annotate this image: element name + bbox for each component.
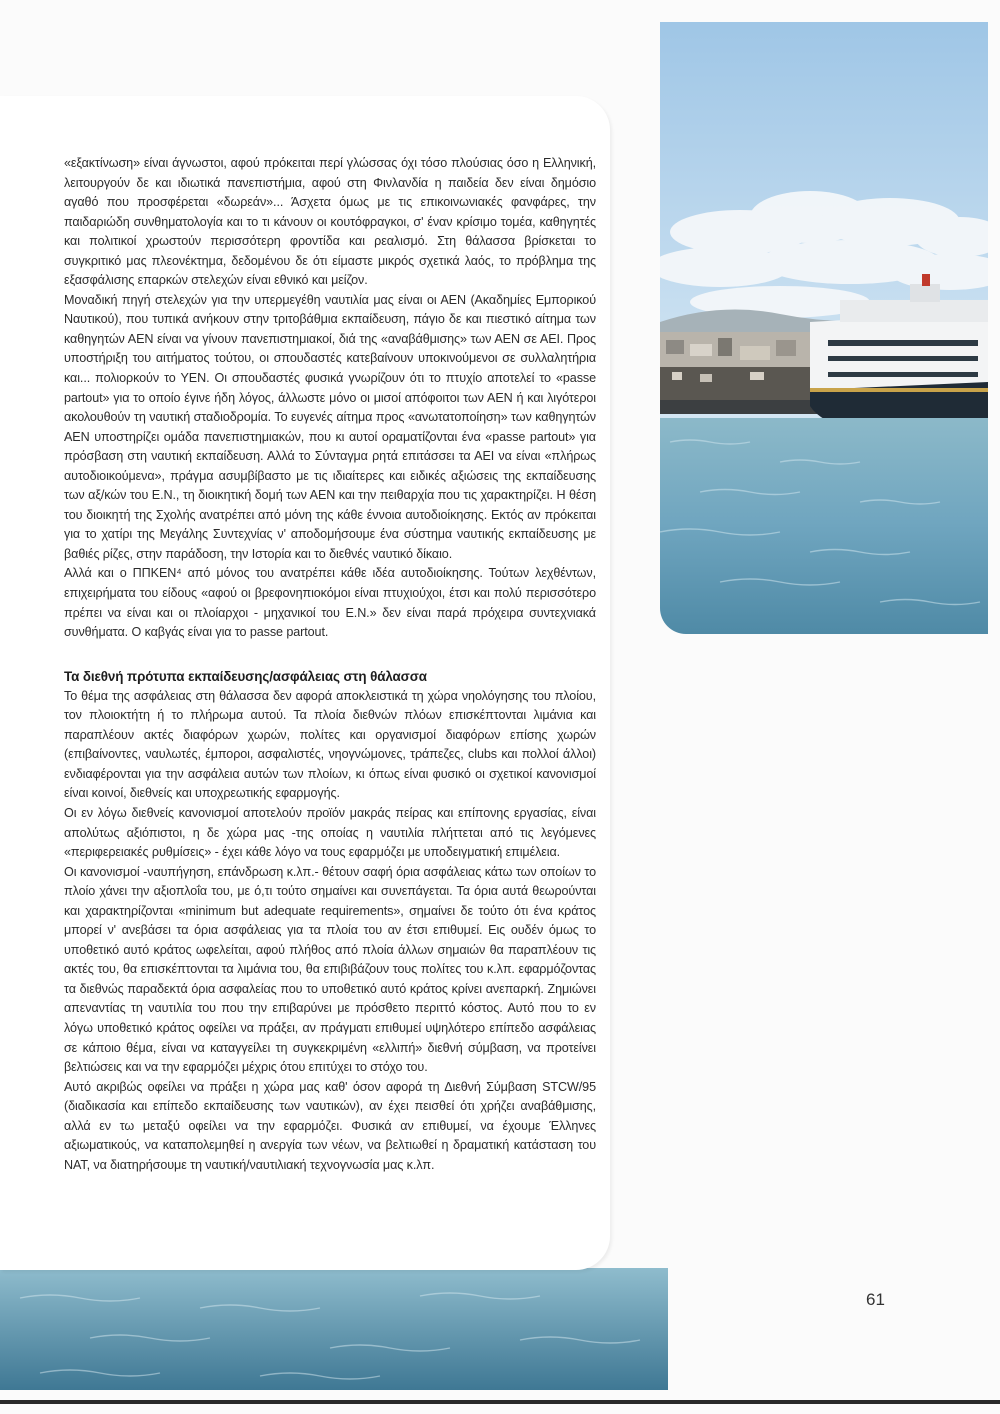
sea-strip-image: [0, 1268, 668, 1390]
article-paragraph: Μοναδική πηγή στελεχών για την υπερμεγέθη ναυτιλία μας είναι οι ΑΕΝ (Ακαδημίες Εμπορικού Ναυτικού), που τυπικά ανήκουν στην τριτοβάθμια εκπαίδευση, πάγιο δε και πιεστικό αίτημα των καθηγητών ΑΕΝ είναι να γίνουν πανεπιστημιακοί, διά της «αναβάθμισης» των ΑΕΝ σε ΑΕΙ. Προς υποστήριξη του αιτήματος τούτου, οι σπουδαστές κατεβαίνουν υποκινούμενοι σε συλλαλητήρια και... πολιορκούν το ΥΕΝ. Οι σπουδαστές φυσικά γνωρίζουν ότι το πτυχίο αποτελεί το «passe partout» για το οποίο έγινε ήδη λόγος, άλλωστε μόνο οι μισοί απόφοιτοι των ΑΕΝ ή και λιγότεροι ακολουθούν τη ναυτική σταδιοδρομία. Το ευγενές αίτημα προς «ανωτατοποίηση» των καθηγητών ΑΕΝ υποστηρίζει ομάδα πανεπιστημιακών, που κι αυτοί οραματίζονται ένα «passe partout» για πρόσβαση στη ναυτική εκπαίδευση. Αλλά το Σύνταγμα ρητά επιτάσσει τα ΑΕΙ να είναι «πλήρως αυτοδιοικούμενα», πράγμα ασυμβίβαστο με τις ιδιαίτερες και ειδικές αξιώσεις της εκπαίδευσης των αξ/κών του Ε.Ν., τη διοικητική δομή των ΑΕΝ και την πειθαρχία που τις χαρακτηρίζει. Η θέση του διοικητή της Σχολής ανατρέπει από μόνη της κάθε έννοια αυτοδιοίκησης. Εκτός αν πρόκειται για το χατίρι της Μεγάλης Συντεχνίας ν' αποδομήσουμε ένα σύστημα ναυτικής εκπαίδευσης με βαθιές ρίζες, στην παράδοση, την Ιστορία και το διεθνές ναυτικό δίκαιο.: [64, 292, 596, 561]
article-body: [64, 154, 596, 1175]
page-number: 61: [866, 1290, 885, 1309]
bottom-rule: [0, 1400, 1000, 1404]
section-heading: Τα διεθνή πρότυπα εκπαίδευσης/ασφάλειας στη θάλασσα: [64, 668, 427, 684]
article-paragraph: «εξακτίνωση» είναι άγνωστοι, αφού πρόκειται περί γλώσσας όχι τόσο πλούσιας όσο η Ελληνική, λειτουργούν δε και ιδιωτικά πανεπιστήμια, αφού στη Φινλανδία η παιδεία δεν είναι δημόσιο αγαθό που προσφέρεται «δωρεάν»... Άσχετα όμως με τις επικοινωνιακές φανφάρες, την παιδαριώδη συνθηματολογία και το τι κάνουν οι κουτόφραγκοι, σ' έναν κρίσιμο τομέα, καθηγητές και πολιτικοί χρωστούν περισσότερη φροντίδα και ρεαλισμό. Στη θάλασσα βρίσκεται το συγκριτικό μας πλεονέκτημα, δεδομένου δε ότι είμαστε μικρός σχετικά λαός, το πρόβλημα της εξασφάλισης επαρκών στελεχών είναι εθνικό και μείζον.: [64, 156, 596, 288]
article-paragraph: Αλλά και ο ΠΠΚΕΝ⁴ από μόνος του ανατρέπει κάθε ιδέα αυτοδιοίκησης. Τούτων λεχθέντων, επιχειρήματα του είδους «αφού οι βρεφονηπιοκόμοι είναι πτυχιούχοι, έτσι και πολύ περισσότερο πρέπει να είναι και οι πλοίαρχοι - μηχανικοί του Ε.Ν.» δεν είναι παρά πρόχειρα συντεχνιακά συνθήματα. Ο καβγάς είναι για το passe partout.: [64, 566, 596, 640]
section-paragraph: Αυτό ακριβώς οφείλει να πράξει η χώρα μας καθ' όσον αφορά τη Διεθνή Σύμβαση STCW/95 (διαδικασία και επίπεδο εκπαίδευσης των ναυτικών), αν έχει πεισθεί ότι χρήζει αναβάθμισης, αλλά εν τω μεταξύ οφείλει να την εφαρμόζει. Φυσικά αν επιθυμεί, να έχουμε Έλληνες αξιωματικούς, να καταπολεμηθεί η ανεργία των νέων, να βελτιωθεί η δραματική κατάσταση του ΝΑΤ, να διατηρήσουμε τη ναυτική/ναυτιλιακή τεχνογνωσία μας κ.λπ.: [64, 1079, 596, 1172]
section-paragraph: Οι εν λόγω διεθνείς κανονισμοί αποτελούν προϊόν μακράς πείρας και επίπονης εργασίας, είναι απολύτως αξιόπιστοι, η δε χώρα μας -της οποίας η ναυτιλία πλήττεται από τις λεγόμενες «περιφερειακές ρυθμίσεις» - έχει κάθε λόγο να τους εφαρμόζει με υποδειγματική επιμέλεια.: [64, 805, 596, 860]
harbor-ship-photo: [660, 22, 988, 634]
section-paragraph: Οι κανονισμοί -ναυπήγηση, επάνδρωση κ.λπ.- θέτουν σαφή όρια ασφάλειας κάτω των οποίων το πλοίο χάνει την αξιοπλοΐα του, με ό,τι τούτο σημαίνει και συνεπάγεται. Τα όρια αυτά θεωρούνται και χαρακτηρίζονται «minimum but adequate requirements», σημαίνει δε τούτο ότι ένα κράτος μπορεί ν' ανεβάσει τα όρια ασφάλειας για τα πλοία του αν έτσι επιθυμεί. Εις ουδέν όμως το υποθετικό αυτό κράτος ωφελείται, αφού πλήθος από πλοία άλλων σημαιών θα παραπλέουν τις ακτές του, θα επισκέπτονται τα λιμάνια του, θα επιβιβάζουν τους πολίτες του κ.λπ. εφαρμόζοντας τα διεθνώς παραδεκτά όρια ασφαλείας που το υποθετικό αυτό κράτος κρίνει ανεπαρκή. Ζημιώνει απεναντίας τη ναυτιλία του που την επιβαρύνει με πρόσθετο περιττό κόστος. Αυτό που το εν λόγω υποθετικό κράτος οφείλει να πράξει, αν πράγματι επιθυμεί υψηλότερο επίπεδο ασφάλειας σε κάποιο θέμα, είναι να καταγγείλει τη συγκεκριμένη «ελλιπή» διεθνή σύμβαση, να προτείνει βελτιώσεις και να την εφαρμόζει μέχρις ότου επιτύχει το στόχο του.: [64, 864, 596, 1075]
section-paragraph: Το θέμα της ασφάλειας στη θάλασσα δεν αφορά αποκλειστικά τη χώρα νηολόγησης του πλοίου, τον πλοιοκτήτη ή το πλήρωμα αυτού. Τα πλοία διεθνών πλόων επισκέπτονται λιμάνια και παραπλέουν ακτές διαφόρων χωρών, πολίτες και οργανισμοί διαφόρων επίσης χωρών (επιβαίνοντες, ναυλωτές, έμποροι, ασφαλιστές, νηογνώμονες, τράπεζες, clubs και πολλοί άλλοι) ενδιαφέρονται για την ασφάλεια αυτών των πλοίων, κι όπως είναι φυσικό οι σχετικοί κανονισμοί είναι κοινοί, διεθνείς και υποχρεωτικής εφαρμογής.: [64, 688, 596, 801]
